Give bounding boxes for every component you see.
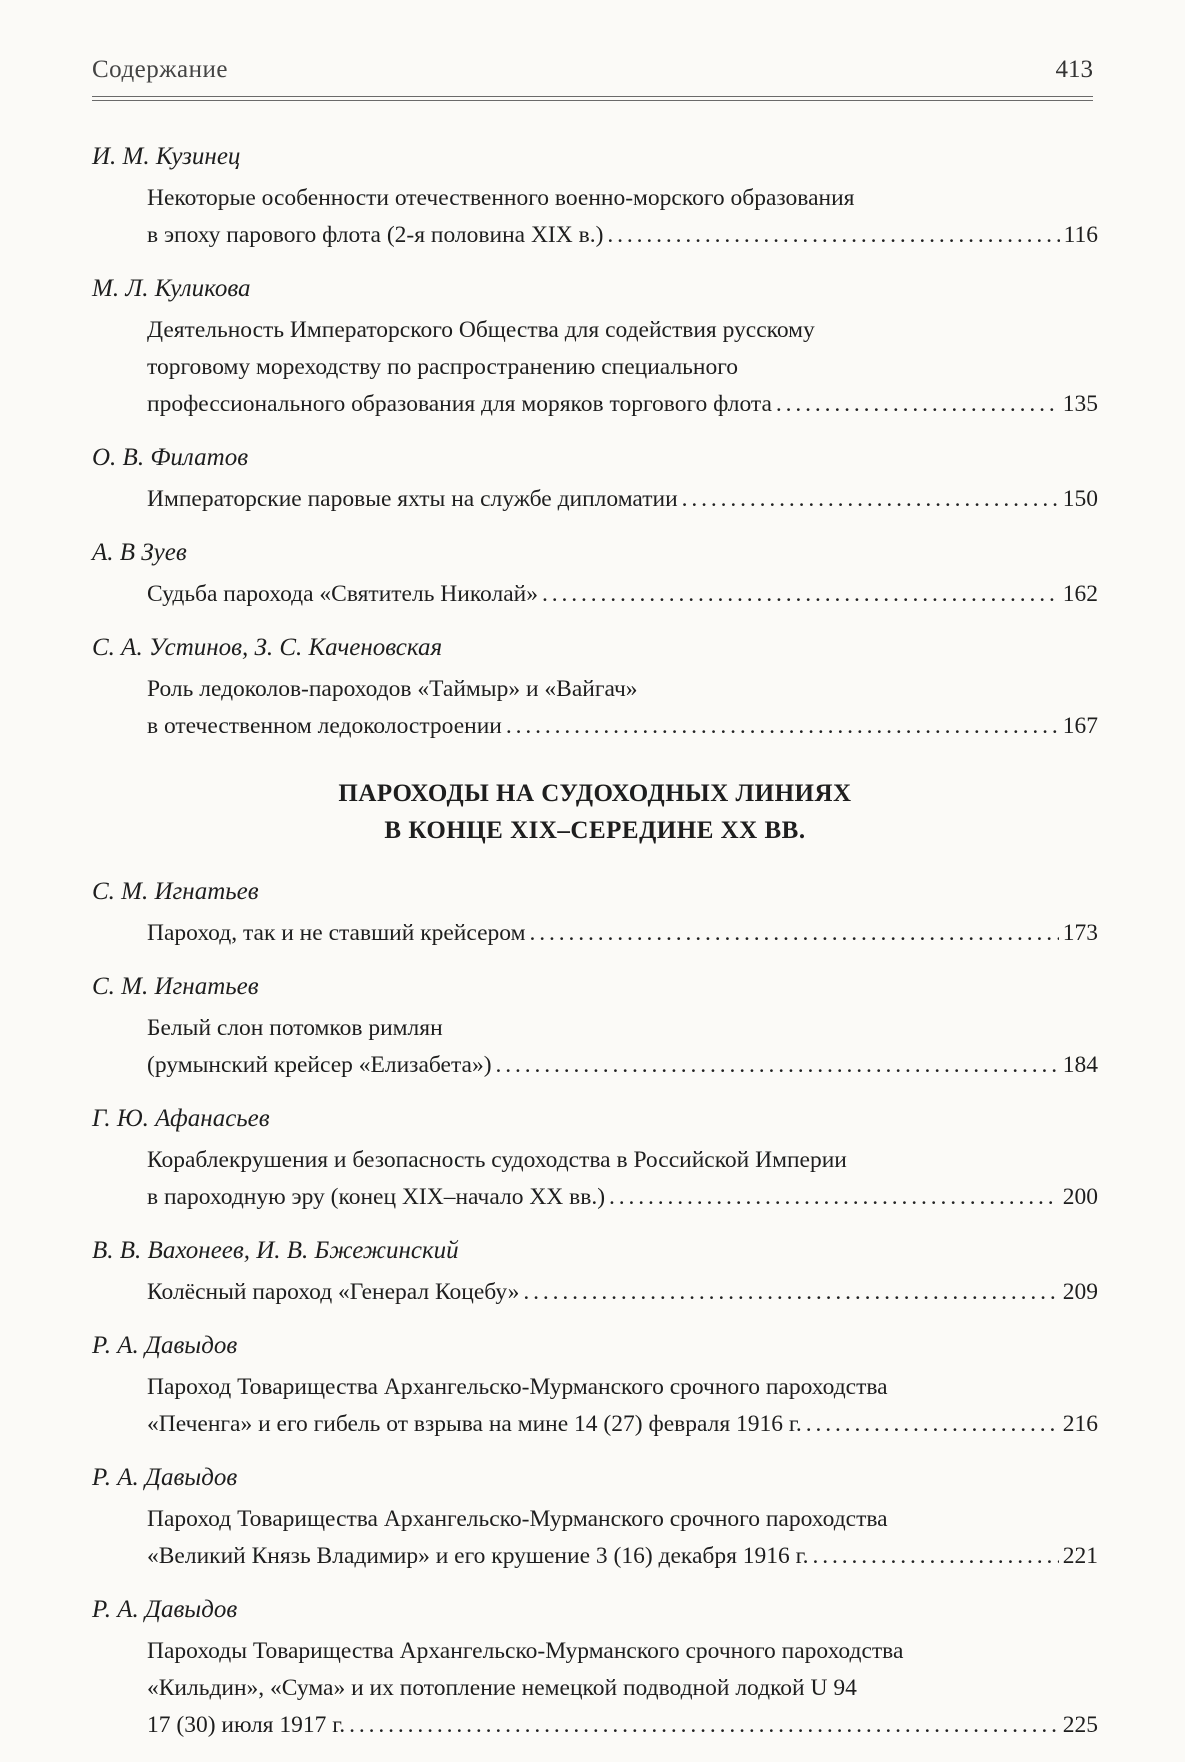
toc-entry-title-line: Пароходы Товарищества Архангельско-Мурманского срочного пароходства [147,1638,904,1664]
toc-entry-title-line [147,1274,1098,1311]
toc-entry-page-number: 167 [1062,713,1098,739]
toc-entry-title-line [147,1538,1098,1575]
toc-entry-author: Г. Ю. Афанасьев [92,1105,270,1132]
toc-entry-page-number: 150 [1062,486,1098,512]
toc-entry-page-number: 200 [1062,1184,1098,1210]
toc-entry [92,1102,1098,1216]
toc-entry-page-number: 216 [1062,1411,1098,1437]
toc-entry-author: О. В. Филатов [92,444,249,471]
toc-entry-title [92,1501,1098,1575]
toc-entry-author: С. М. Игнатьев [92,878,259,905]
toc-entry [92,441,1098,518]
toc-entry-title-line: Белый слон потомков римлян [147,1015,443,1041]
toc-entry [92,1461,1098,1575]
toc-entry-author: С. М. Игнатьев [92,973,259,1000]
toc-entry-title-line [147,576,1098,613]
toc-entry-title [92,180,1098,254]
toc-entry-title [92,312,1098,423]
toc-entry-title-line: «Кильдин», «Сума» и их потопление немецкой подводной лодкой U 94 [147,1675,857,1701]
toc-entry-author: И. М. Кузинец [92,143,241,170]
toc-entry [92,536,1098,613]
toc-entry-title-line [147,708,1098,745]
toc-entry-author: А. В Зуев [92,539,187,566]
dot-leader [813,1538,1059,1575]
toc-entry [92,272,1098,423]
header-rule [92,96,1093,101]
toc-entry-title-text: «Великий Князь Владимир» и его крушение 3 (16) декабря 1916 г. [147,1543,809,1569]
toc-entry-title-text: 17 (30) июля 1917 г. [147,1712,346,1738]
dot-leader [349,1707,1059,1744]
toc-entries-bottom [92,875,1098,1744]
page-number: 413 [1055,56,1093,83]
toc-entries-top [92,140,1098,745]
toc-entry [92,1234,1098,1311]
toc-entry-title-text: (румынский крейсер «Елизабета») [147,1052,492,1078]
toc-entry-title [92,1633,1098,1744]
toc-entry-author: В. В. Вахонеев, И. В. Бжежинский [92,1237,459,1264]
section-heading-line: ПАРОХОДЫ НА СУДОХОДНЫХ ЛИНИЯХ [338,780,852,807]
toc-entry [92,140,1098,254]
toc-entry-title [92,671,1098,745]
toc-entry-page-number: 225 [1062,1712,1098,1738]
toc-entry-page-number: 221 [1062,1543,1098,1569]
toc-entry-page-number: 209 [1062,1279,1098,1305]
toc-entry-title-line: Некоторые особенности отечественного военно-морского образования [147,185,855,211]
toc-entry-page-number: 173 [1062,920,1098,946]
toc-entry [92,1593,1098,1744]
dot-leader [542,576,1059,613]
section-heading-line: В КОНЦЕ XIX–СЕРЕДИНЕ XX ВВ. [384,817,806,844]
toc-entry-title-text: в отечественном ледоколостроении [147,713,502,739]
toc-entry-title-text: профессионального образования для моряков торгового флота [147,391,772,417]
toc-entry [92,875,1098,952]
toc-entry-title-text: Колёсный пароход «Генерал Коцебу» [147,1279,520,1305]
toc-entry [92,631,1098,745]
running-header [92,52,1093,92]
toc-entry [92,970,1098,1084]
table-of-contents [92,140,1098,1762]
section-heading [92,775,1098,849]
toc-entry-title [92,1010,1098,1084]
toc-entry-title-line: Пароход Товарищества Архангельско-Мурманского срочного пароходства [147,1506,888,1532]
toc-entry-title-line [147,915,1098,952]
toc-entry-title-line [147,1179,1098,1216]
toc-entry-author: Р. А. Давыдов [92,1332,238,1359]
toc-entry-title [92,915,1098,952]
toc-entry-title-line [147,1406,1098,1443]
dot-leader [607,217,1059,254]
dot-leader [506,708,1059,745]
toc-entry-title-line: Деятельность Императорского Общества для содействия русскому [147,317,815,343]
toc-entry-title-line: торговому мореходству по распространению специального [147,354,739,380]
toc-entry-title-line [147,217,1098,254]
toc-entry-title-line: Кораблекрушения и безопасность судоходства в Российской Империи [147,1147,847,1173]
toc-entry-author: М. Л. Куликова [92,275,251,302]
toc-entry-title [92,576,1098,613]
toc-entry-page-number: 184 [1062,1052,1098,1078]
toc-entry-title-text: в эпоху парового флота (2-я половина XIX в.) [147,222,604,248]
toc-entry-author: Р. А. Давыдов [92,1464,238,1491]
toc-entry-title-text: Пароход, так и не ставший крейсером [147,920,526,946]
toc-entry-title-text: «Печенга» и его гибель от взрыва на мине 14 (27) февраля 1916 г. [147,1411,802,1437]
toc-entry-title-line [147,481,1098,518]
dot-leader [496,1047,1059,1084]
toc-entry-author: С. А. Устинов, З. С. Каченовская [92,634,443,661]
toc-entry-title-line: Роль ледоколов-пароходов «Таймыр» и «Вайгач» [147,676,638,702]
toc-entry-title [92,1369,1098,1443]
dot-leader [806,1406,1059,1443]
toc-entry-title-line [147,1707,1098,1744]
dot-leader [609,1179,1059,1216]
dot-leader [529,915,1058,952]
toc-entry-title [92,1274,1098,1311]
toc-entry-title-line [147,1047,1098,1084]
running-header-title: Содержание [92,56,228,83]
toc-entry-page-number: 116 [1063,222,1098,248]
toc-entry-title-text: в пароходную эру (конец XIX–начало XX вв.) [147,1184,606,1210]
toc-entry-title [92,1142,1098,1216]
dot-leader [682,481,1059,518]
dot-leader [776,386,1059,423]
dot-leader [523,1274,1058,1311]
toc-entry-title [92,481,1098,518]
toc-entry-title-line [147,386,1098,423]
toc-entry-title-line: Пароход Товарищества Архангельско-Мурманского срочного пароходства [147,1374,888,1400]
toc-entry [92,1329,1098,1443]
toc-entry-page-number: 162 [1062,581,1098,607]
toc-entry-page-number: 135 [1062,391,1098,417]
toc-entry-title-text: Судьба парохода «Святитель Николай» [147,581,538,607]
toc-entry-author: Р. А. Давыдов [92,1596,238,1623]
toc-entry-title-text: Императорские паровые яхты на службе дипломатии [147,486,678,512]
